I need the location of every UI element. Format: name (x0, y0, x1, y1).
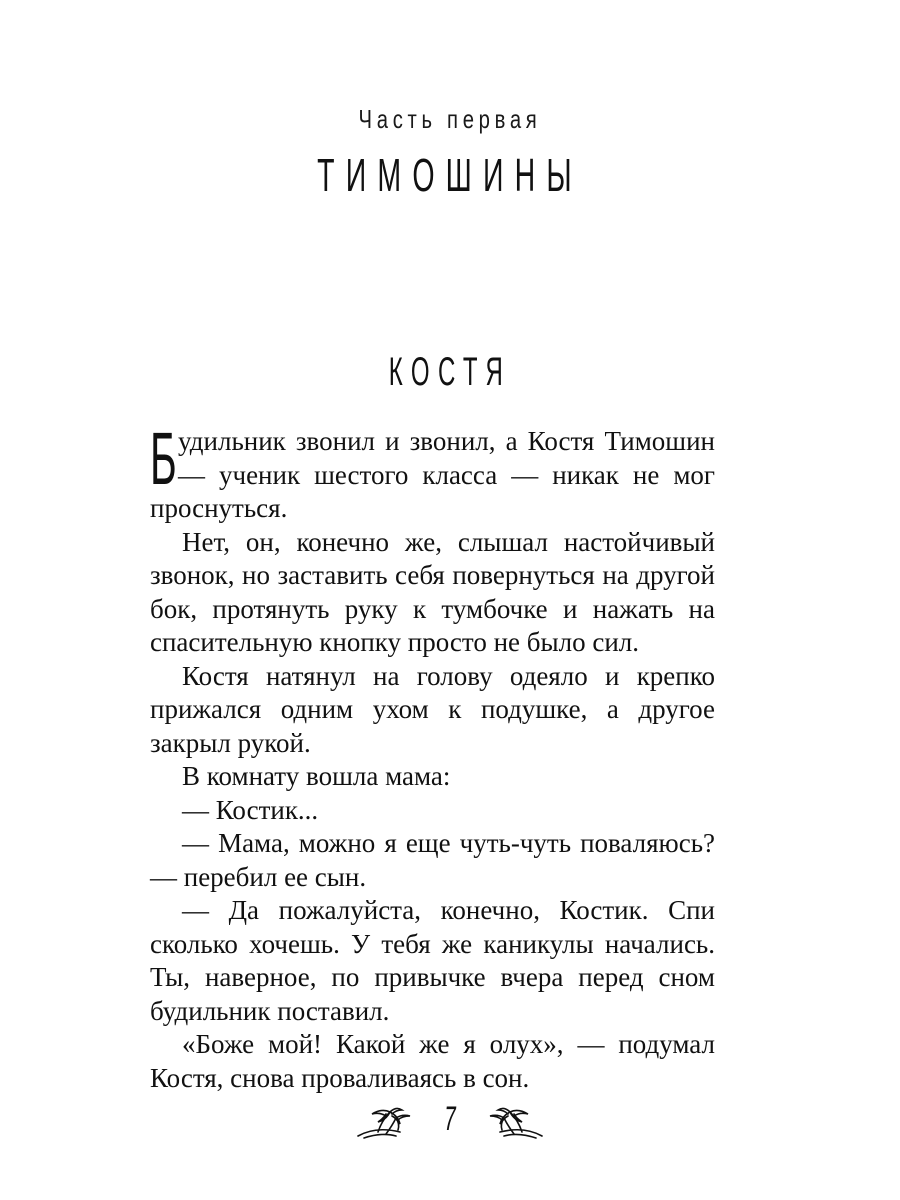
part-title: ТИМОШИНЫ (317, 149, 583, 201)
palm-island-icon (462, 1106, 544, 1140)
paragraph-3: Костя натянул на голову одеяло и крепко прижался одним ухом к подушке, а другое закрыл рукой. (150, 660, 715, 758)
chapter-title: КОСТЯ (388, 350, 512, 394)
paragraph-1 (150, 417, 715, 526)
paragraph-2: Нет, он, конечно же, слышал настойчивый звонок, но заставить себя повернуться на другой бок, протянуть руку к тумбочке и нажать на спасительную кнопку просто не было сил. (150, 526, 715, 657)
page-footer (0, 1100, 900, 1144)
paragraph-7: — Да пожалуйста, конечно, Костик. Спи сколько хочешь. У тебя же каникулы начались. Ты, наверное, по привычке вчера перед сном будильник поставил. (150, 895, 715, 1026)
chapter-text (150, 417, 715, 1095)
page-number: 7 (444, 1100, 456, 1138)
paragraph-8: «Боже мой! Какой же я олух», — подумал Костя, снова проваливаясь в сон. (150, 1029, 715, 1093)
drop-cap: Б (150, 417, 177, 500)
paragraph-5: — Костик... (182, 794, 319, 825)
part-label: Часть первая (358, 104, 542, 134)
paragraph-text: удильник звонил и звонил, а Костя Тимошин — ученик шестого класса — никак не мог проснуться. (150, 426, 715, 523)
paragraph-4: В комнату вошла мама: (182, 761, 451, 791)
paragraph-6: — Мама, можно я еще чуть-чуть поваляюсь? — перебил ее сын. (150, 828, 715, 892)
